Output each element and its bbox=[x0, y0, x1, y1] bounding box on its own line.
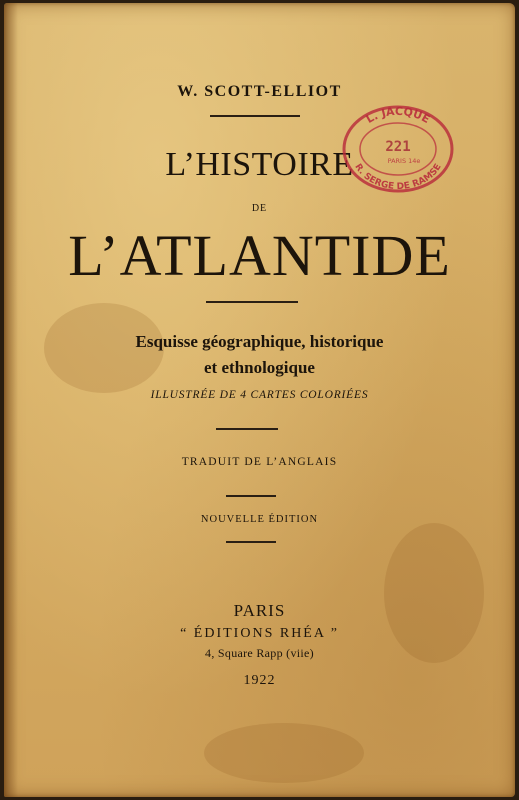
stamp-city: PARIS 14e bbox=[387, 157, 421, 165]
paper-stain bbox=[204, 723, 364, 783]
stamp-top-text: L. JACQUE bbox=[363, 104, 433, 127]
divider-rule bbox=[216, 428, 278, 430]
publisher-name: “ ÉDITIONS RHÉA ” bbox=[180, 626, 339, 641]
title-connector: DE bbox=[251, 203, 268, 214]
bookseller-stamp bbox=[340, 103, 456, 195]
divider-rule bbox=[210, 115, 300, 117]
author-name: W. SCOTT-ELLIOT bbox=[177, 83, 342, 100]
divider-rule bbox=[226, 541, 276, 543]
title-line-1: L’HISTOIRE bbox=[165, 146, 354, 183]
stamp-bottom-text: R. SERGE DE RAMSE bbox=[352, 162, 444, 193]
publication-year: 1922 bbox=[243, 673, 276, 688]
paper-stain bbox=[384, 523, 484, 663]
divider-rule bbox=[206, 301, 298, 303]
title-line-2: L’ATLANTIDE bbox=[68, 223, 451, 288]
subtitle-line-2: et ethnologique bbox=[204, 358, 315, 377]
illustrations-note: ILLUSTRÉE DE 4 CARTES COLORIÉES bbox=[150, 389, 369, 401]
book-cover bbox=[4, 3, 515, 797]
publisher-city: PARIS bbox=[233, 601, 286, 620]
edition-note: NOUVELLE ÉDITION bbox=[200, 514, 319, 525]
divider-rule bbox=[226, 495, 276, 497]
publisher-address: 4, Square Rapp (viie) bbox=[205, 646, 314, 660]
translation-note: TRADUIT DE L’ANGLAIS bbox=[181, 456, 338, 468]
stamp-number: 221 bbox=[385, 139, 411, 155]
subtitle-line-1: Esquisse géographique, historique bbox=[135, 332, 384, 351]
